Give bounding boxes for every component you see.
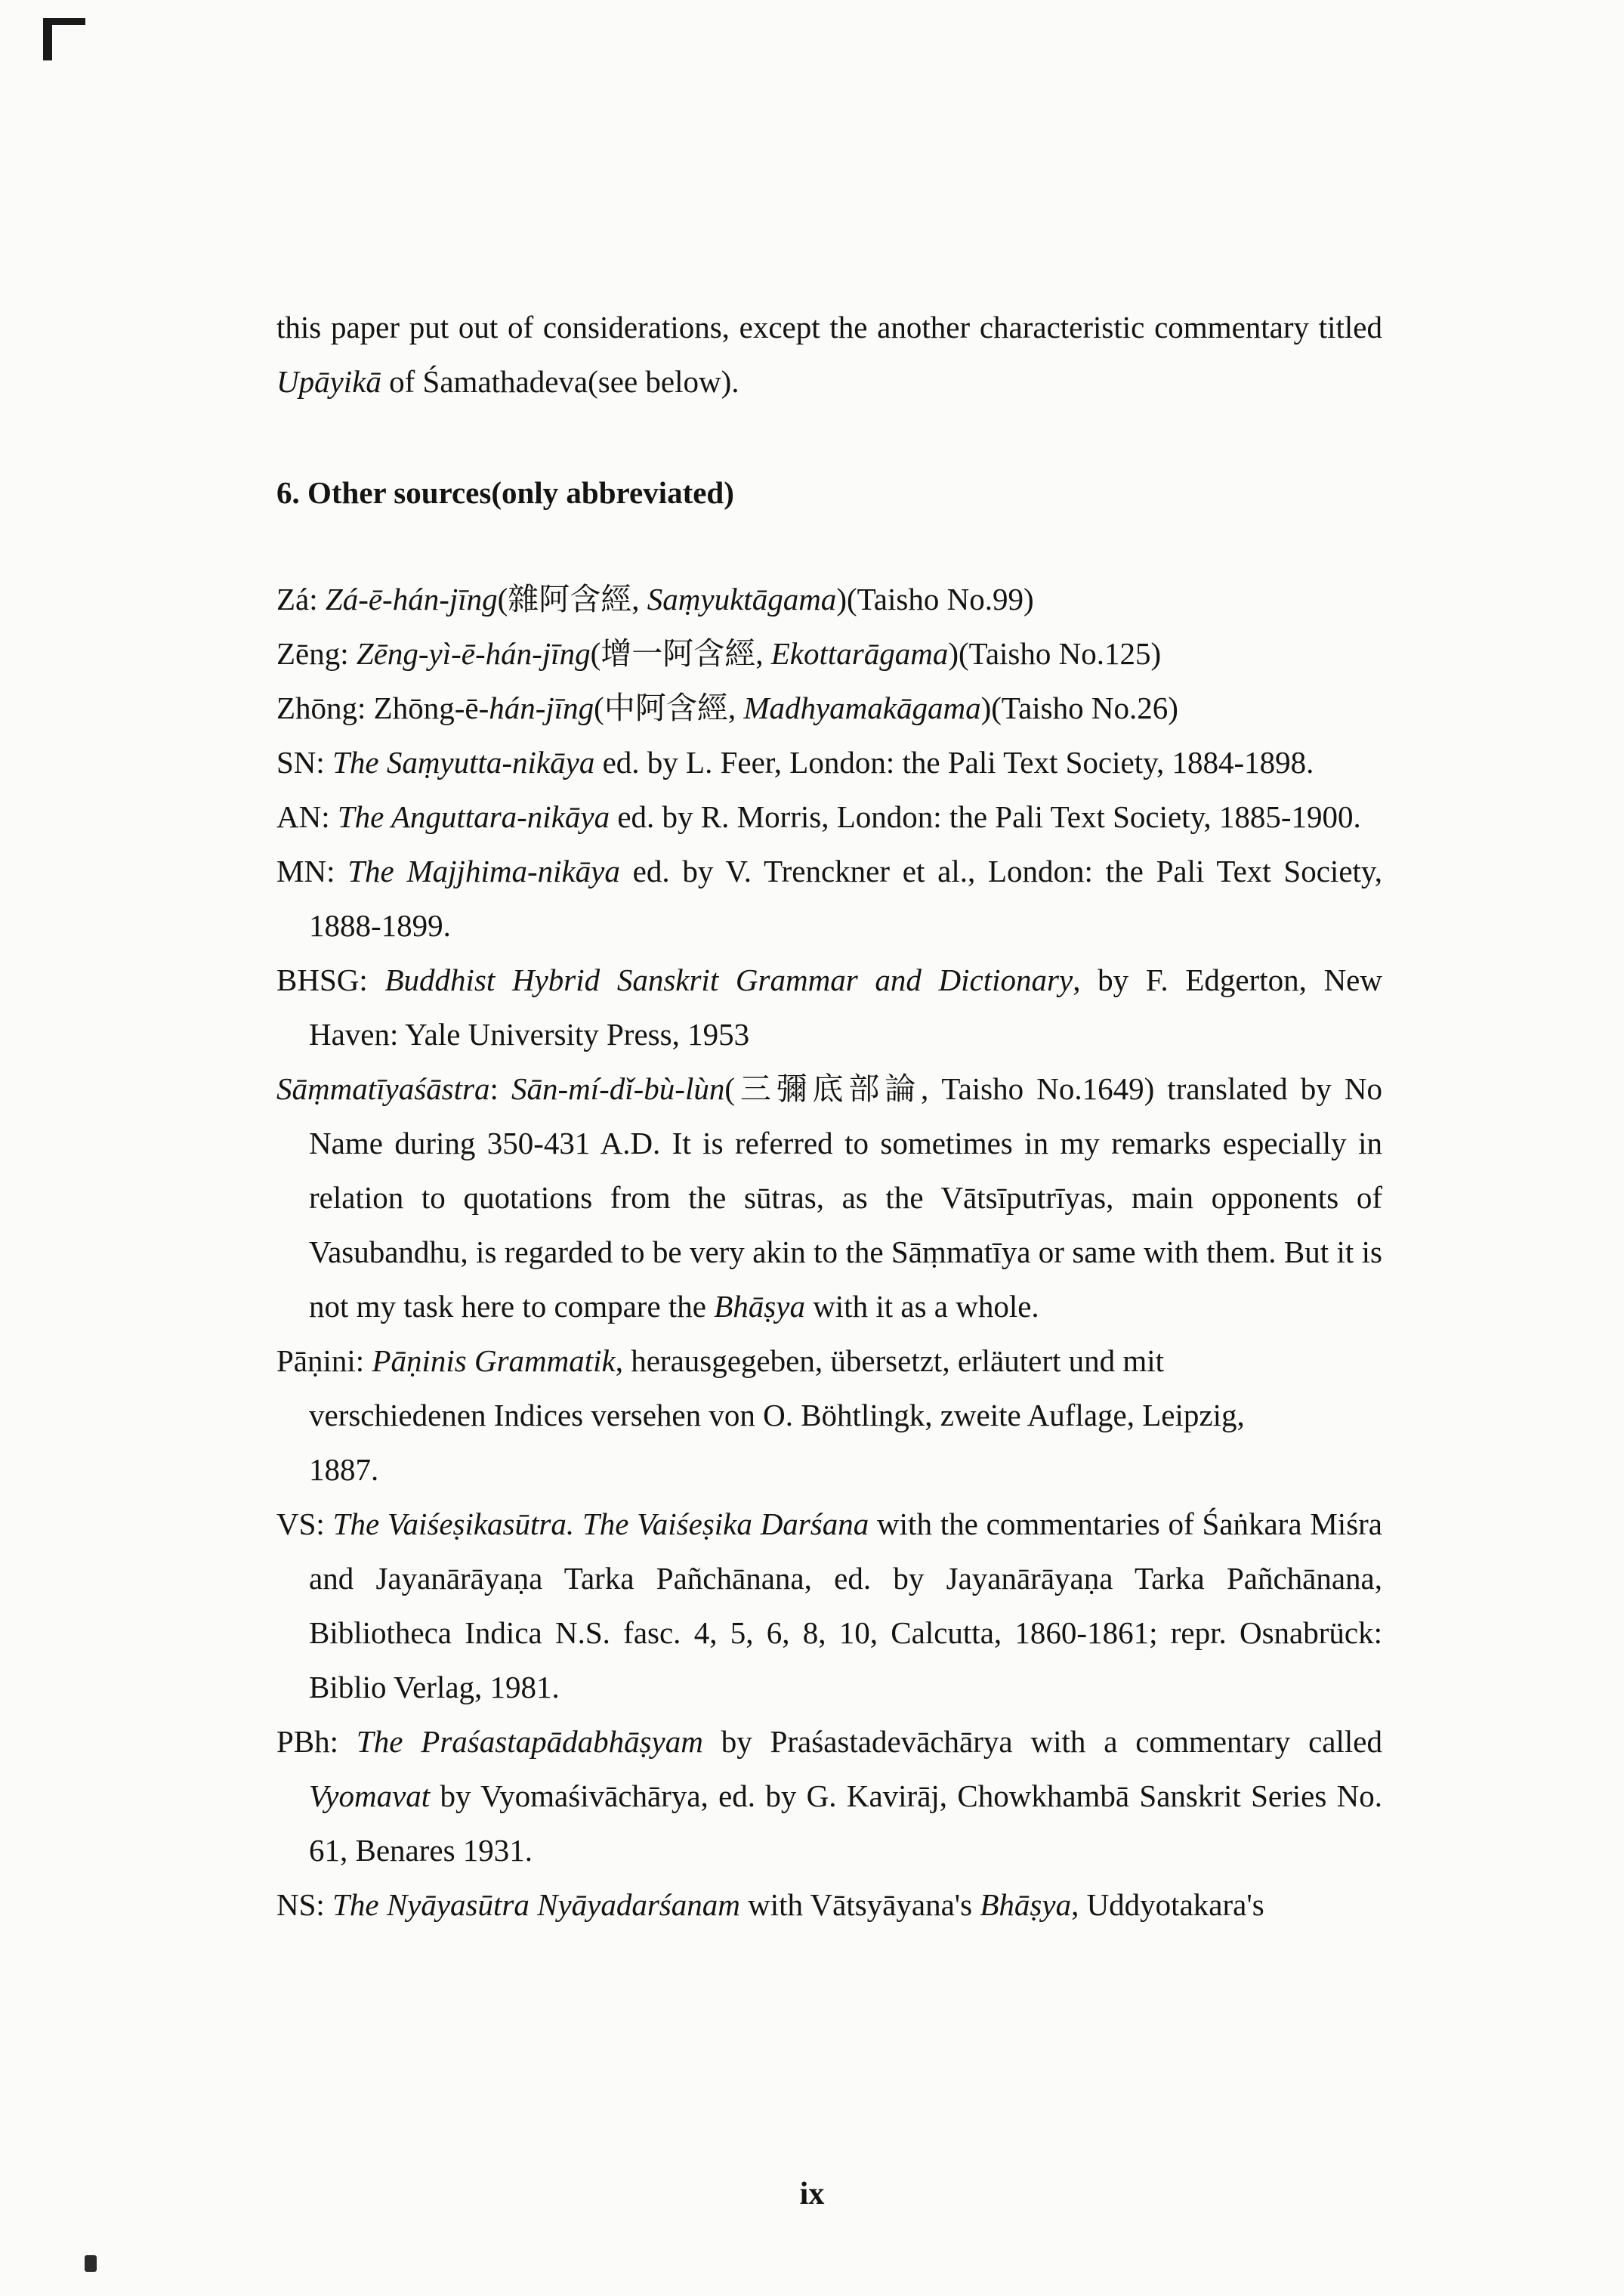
ref-title: hán-jīng xyxy=(489,691,594,725)
ref-title: The Nyāyasūtra Nyāyadarśanam xyxy=(332,1887,740,1922)
ref-details: with the commentaries of Śaṅkara Miśra and Jayanārāyaṇa Tarka Pañchānana, ed. by Jayanārāyaṇa Tarka Pañchānana, Bibliotheca Indica N.S. fasc. 4, 5, 6, 8, 10, Calcutta, 1860-1861; repr. Osnabrück: Biblio Verlag, 1981. xyxy=(309,1506,1382,1704)
ref-details: )(Taisho No.26) xyxy=(980,691,1178,725)
ref-chinese: (雜阿含經, xyxy=(497,582,647,616)
ref-title: The Saṃyutta-nikāya xyxy=(332,745,595,780)
ref-abbr: Zá: xyxy=(276,582,326,616)
ref-details: with Vātsyāyana's xyxy=(739,1887,980,1922)
ref-details: ed. by R. Morris, London: the Pali Text Society, 1885-1900. xyxy=(610,799,1361,834)
ref-title: Pāṇinis Grammatik xyxy=(372,1343,616,1378)
ref-sanskrit-title: Ekottarāgama xyxy=(770,636,949,671)
reference-item-zeng xyxy=(276,626,1382,681)
ref-title: The Majjhima-nikāya xyxy=(347,854,620,888)
ref-title: Sān-mí-dǐ-bù-lùn xyxy=(511,1071,725,1106)
ref-abbr: BHSG: xyxy=(276,963,385,997)
ref-title: Zá-ē-hán-jīng xyxy=(325,582,498,616)
ref-details-end: with it as a whole. xyxy=(804,1289,1039,1324)
ref-details: , by F. Edgerton, New Haven: Yale University Press, 1953 xyxy=(309,963,1382,1052)
ref-inline-title: Bhāṣya xyxy=(714,1289,805,1324)
reference-item-panini xyxy=(276,1333,1246,1497)
ref-inline-title: Bhāṣya xyxy=(980,1887,1072,1922)
ref-title: Zēng-yì-ē-hán-jīng xyxy=(356,636,591,671)
ref-details: by Praśastadevāchārya with a commentary called xyxy=(702,1724,1382,1759)
ref-title: The Anguttara-nikāya xyxy=(337,799,610,834)
intro-paragraph xyxy=(276,300,1382,409)
reference-item-sn xyxy=(276,735,1382,790)
ref-abbr-italic: Sāṃmatīyaśāstra xyxy=(276,1071,490,1106)
reference-item-bhsg xyxy=(276,953,1382,1061)
page-number: ix xyxy=(799,2177,825,2211)
ref-abbr: Zhōng: Zhōng-ē- xyxy=(276,691,489,725)
ref-abbr: MN: xyxy=(276,854,348,888)
ref-details: )(Taisho No.99) xyxy=(836,582,1034,616)
ref-abbr: AN: xyxy=(276,799,338,834)
ref-chinese: (中阿含經, xyxy=(594,691,744,725)
reference-item-vs xyxy=(276,1497,1382,1714)
intro-text: this paper put out of considerations, except the another characteristic commentary titled xyxy=(276,310,1382,345)
ref-details: ed. by L. Feer, London: the Pali Text Society, 1884-1898. xyxy=(594,745,1314,780)
reference-item-pbh xyxy=(276,1714,1382,1877)
ref-title: The Praśastapādabhāṣyam xyxy=(356,1724,703,1759)
ref-sanskrit-title: Saṃyuktāgama xyxy=(647,582,837,616)
reference-item-za xyxy=(276,572,1382,626)
ref-abbr: VS: xyxy=(276,1506,333,1541)
ref-details-end: by Vyomaśivāchārya, ed. by G. Kavirāj, Chowkhambā Sanskrit Series No. 61, Benares 1931. xyxy=(309,1778,1382,1868)
reference-item-an xyxy=(276,790,1382,844)
reference-item-zhong xyxy=(276,681,1382,735)
ref-title: Buddhist Hybrid Sanskrit Grammar and Dictionary xyxy=(384,963,1073,997)
ref-abbr: SN: xyxy=(276,745,333,780)
ref-abbr: Zēng: xyxy=(276,636,357,671)
ref-chinese: (增一阿含經, xyxy=(590,636,771,671)
ref-abbr: NS: xyxy=(276,1887,333,1922)
scan-speck-mark xyxy=(85,2255,97,2272)
scan-corner-mark xyxy=(42,14,85,60)
ref-details-end: , Uddyotakara's xyxy=(1071,1887,1264,1922)
intro-tail: of Śamathadeva(see below). xyxy=(381,364,739,399)
section-heading: 6. Other sources(only abbreviated) xyxy=(276,475,734,510)
ref-abbr: Pāṇini: xyxy=(276,1343,372,1378)
ref-details: , herausgegeben, übersetzt, erläutert und mit verschiedenen Indices versehen von O. Böhtlingk, zweite Auflage, Leipzig, 1887. xyxy=(309,1343,1245,1487)
ref-details: (三彌底部論, Taisho No.1649) translated by No Name during 350-431 A.D. It is referred to sometimes in my remarks especially in relation to quotations from the sūtras, as the Vātsīputrīyas, main opponents of Vasubandhu, is regarded to be very akin to the Sāṃmatīya or same with them. But it is not my task here to compare the xyxy=(309,1071,1382,1324)
reference-item-sammatiya xyxy=(276,1061,1382,1333)
ref-abbr: PBh: xyxy=(276,1724,357,1759)
ref-abbr: : xyxy=(489,1071,511,1106)
ref-details: ed. by V. Trenckner et al., London: the Pali Text Society, 1888-1899. xyxy=(309,854,1382,943)
reference-item-mn xyxy=(276,844,1382,953)
ref-sanskrit-title: Madhyamakāgama xyxy=(743,691,981,725)
intro-title: Upāyikā xyxy=(276,364,381,399)
reference-item-ns xyxy=(276,1877,1382,1932)
ref-details: )(Taisho No.125) xyxy=(948,636,1162,671)
reference-list xyxy=(276,572,1382,1932)
ref-title: The Vaiśeṣikasūtra. The Vaiśeṣika Darśana xyxy=(332,1506,869,1541)
ref-inline-title: Vyomavat xyxy=(309,1778,431,1813)
